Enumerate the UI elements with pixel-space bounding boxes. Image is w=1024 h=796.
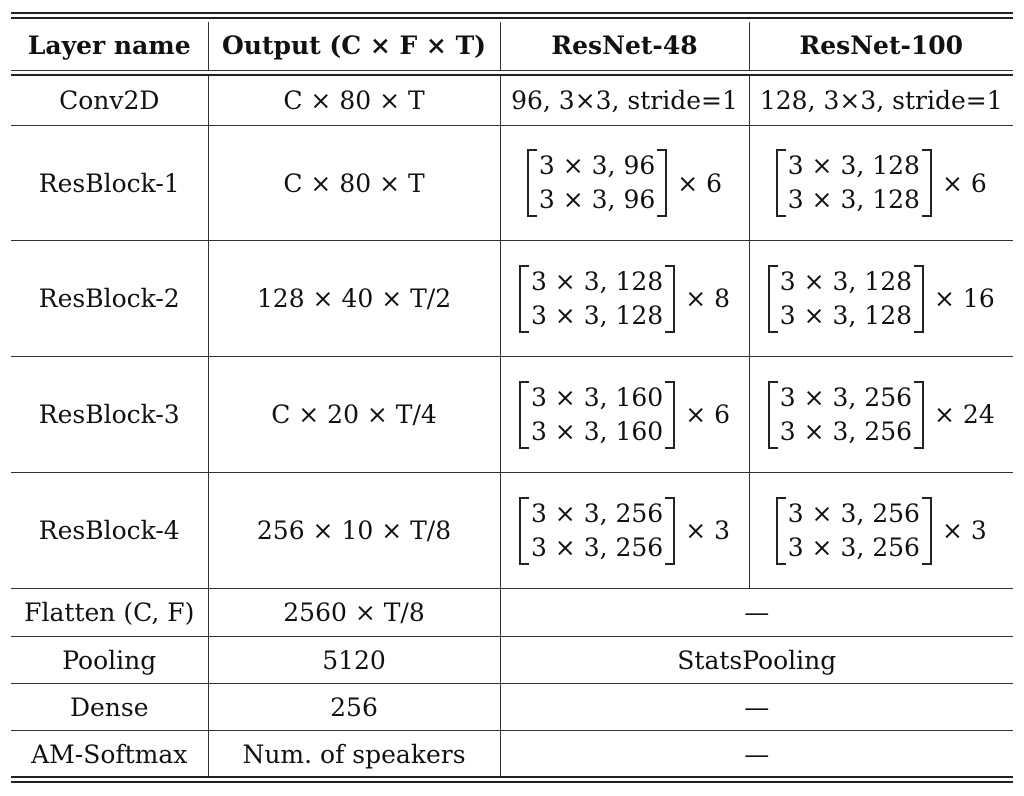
cell-merged: StatsPooling [500, 637, 1013, 684]
cell-layer: Dense [11, 684, 208, 731]
matrix-row: 3 × 3, 256 [779, 416, 913, 446]
left-bracket [519, 265, 529, 333]
cell-merged: — [500, 589, 1013, 637]
cell-resnet-100 [749, 473, 1013, 589]
cell-resnet-100: 128, 3×3, stride=1 [749, 76, 1013, 126]
cell-layer: ResBlock-3 [11, 357, 208, 473]
left-bracket [776, 497, 786, 565]
matrix-row: 3 × 3, 256 [530, 532, 664, 562]
table-row-resblock-3 [11, 357, 1013, 473]
right-bracket [914, 381, 924, 449]
right-bracket [914, 265, 924, 333]
matrix-row: 3 × 3, 128 [779, 266, 913, 296]
block-matrix [768, 265, 995, 333]
cell-output: C × 20 × T/4 [208, 357, 500, 473]
table-row-pooling [11, 637, 1013, 684]
cell-output: 5120 [208, 637, 500, 684]
matrix-row: 3 × 3, 256 [787, 532, 920, 562]
header-output: Output (C × F × T) [208, 22, 500, 70]
matrix-row: 3 × 3, 128 [779, 300, 913, 330]
cell-output: 256 [208, 684, 500, 731]
matrix-row: 3 × 3, 128 [530, 266, 664, 296]
table-row-flatten [11, 589, 1013, 637]
left-bracket [776, 149, 786, 217]
matrix-row: 3 × 3, 160 [530, 382, 664, 412]
right-bracket [657, 149, 667, 217]
repeat-count: × 6 [685, 400, 731, 429]
table-row-dense [11, 684, 1013, 731]
cell-output: 256 × 10 × T/8 [208, 473, 500, 589]
repeat-count: × 3 [941, 516, 987, 545]
header-resnet-48: ResNet-48 [500, 22, 749, 70]
matrix-row: 3 × 3, 96 [538, 185, 656, 214]
cell-resnet-48 [500, 126, 749, 241]
right-bracket [922, 497, 932, 565]
top-rule-outer [11, 12, 1013, 14]
cell-resnet-100 [749, 241, 1013, 357]
cell-resnet-100 [749, 357, 1013, 473]
cell-output: C × 80 × T [208, 76, 500, 126]
cell-resnet-48 [500, 357, 749, 473]
cell-resnet-48: 96, 3×3, stride=1 [500, 76, 749, 126]
cell-resnet-48 [500, 473, 749, 589]
cell-layer: ResBlock-1 [11, 126, 208, 241]
table-row-resblock-1 [11, 126, 1013, 241]
right-bracket [665, 381, 675, 449]
matrix-row: 3 × 3, 160 [530, 416, 664, 446]
block-matrix [527, 149, 722, 217]
cell-layer: ResBlock-2 [11, 241, 208, 357]
matrix-row: 3 × 3, 96 [538, 151, 656, 180]
left-bracket [527, 149, 537, 217]
block-matrix [519, 497, 730, 565]
cell-output: 128 × 40 × T/2 [208, 241, 500, 357]
left-bracket [519, 497, 529, 565]
block-matrix [776, 149, 987, 217]
repeat-count: × 16 [934, 284, 995, 313]
right-bracket [922, 149, 932, 217]
left-bracket [519, 381, 529, 449]
table-row-resblock-2 [11, 241, 1013, 357]
cell-resnet-100 [749, 126, 1013, 241]
cell-merged: — [500, 731, 1013, 778]
block-matrix [776, 497, 987, 565]
right-bracket [665, 497, 675, 565]
cell-layer: Flatten (C, F) [11, 589, 208, 637]
cell-output: Num. of speakers [208, 731, 500, 778]
repeat-count: × 24 [934, 400, 995, 429]
matrix-row: 3 × 3, 256 [779, 382, 913, 412]
bottom-rule-inner [11, 776, 1013, 778]
matrix-row: 3 × 3, 128 [787, 185, 920, 214]
repeat-count: × 3 [685, 516, 731, 545]
left-bracket [768, 381, 778, 449]
matrix-row: 3 × 3, 128 [530, 300, 664, 330]
table-row-am-softmax [11, 731, 1013, 778]
header-layer-name: Layer name [11, 22, 208, 70]
cell-output: C × 80 × T [208, 126, 500, 241]
left-bracket [768, 265, 778, 333]
cell-merged: — [500, 684, 1013, 731]
right-bracket [665, 265, 675, 333]
repeat-count: × 6 [941, 168, 987, 198]
matrix-row: 3 × 3, 256 [787, 498, 920, 528]
block-matrix [519, 265, 730, 333]
cell-layer: ResBlock-4 [11, 473, 208, 589]
table-row-conv2d [11, 76, 1013, 126]
block-matrix [768, 381, 995, 449]
header-resnet-100: ResNet-100 [749, 22, 1013, 70]
top-rule-inner [11, 17, 1013, 19]
cell-layer: AM-Softmax [11, 731, 208, 778]
cell-layer: Pooling [11, 637, 208, 684]
cell-layer: Conv2D [11, 76, 208, 126]
block-matrix [519, 381, 730, 449]
repeat-count: × 6 [677, 168, 723, 198]
matrix-row: 3 × 3, 256 [530, 498, 664, 528]
table-row-resblock-4 [11, 473, 1013, 589]
cell-resnet-48 [500, 241, 749, 357]
matrix-row: 3 × 3, 128 [787, 151, 920, 180]
header-row [11, 22, 1013, 70]
bottom-rule-outer [11, 781, 1013, 783]
repeat-count: × 8 [685, 284, 731, 313]
architecture-table [11, 22, 1013, 778]
cell-output: 2560 × T/8 [208, 589, 500, 637]
